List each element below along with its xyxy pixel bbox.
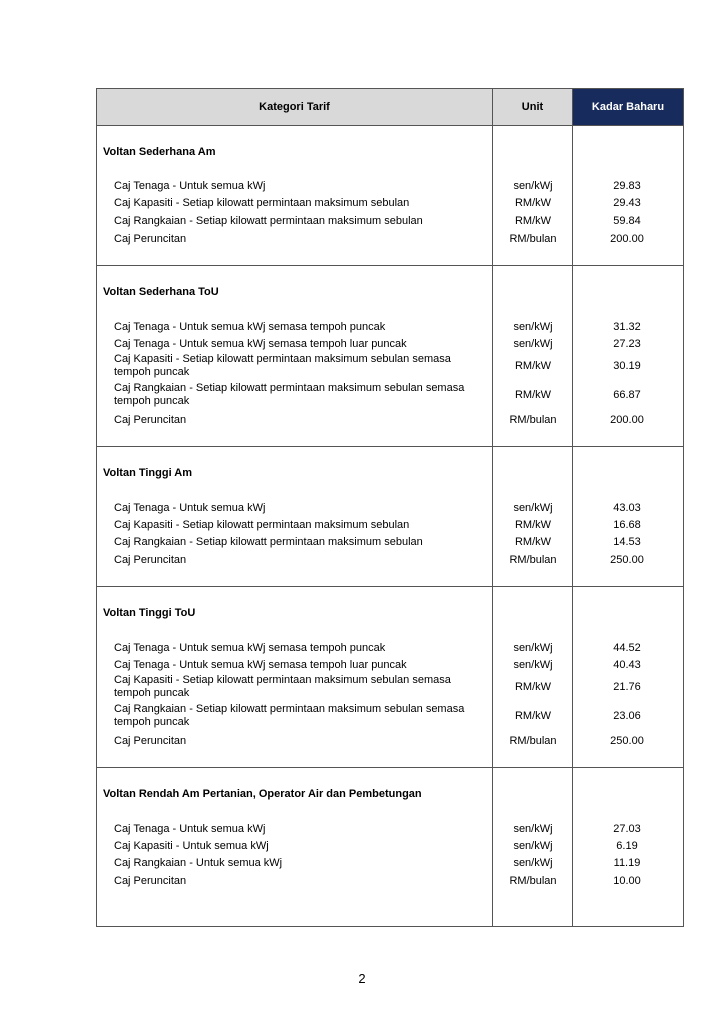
- row-description: Caj Tenaga - Untuk semua kWj semasa tempoh luar puncak: [114, 659, 407, 671]
- header-divider: [97, 125, 683, 126]
- row-unit: RM/kW: [514, 536, 552, 548]
- row-description: Caj Tenaga - Untuk semua kWj: [114, 502, 266, 514]
- row-unit: sen/kWj: [513, 857, 553, 869]
- header-rate: Kadar Baharu: [573, 89, 683, 125]
- row-rate: 43.03: [613, 502, 641, 514]
- row-description: Caj Kapasiti - Setiap kilowatt permintaan maksimum sebulan semasa tempoh puncak: [114, 353, 451, 378]
- header-category: Kategori Tarif: [97, 89, 492, 125]
- row-unit: RM/kW: [514, 519, 552, 531]
- row-description: Caj Peruncitan: [114, 875, 187, 887]
- section-divider: [97, 586, 683, 587]
- row-rate: 250.00: [610, 554, 644, 566]
- row-unit: RM/kW: [514, 710, 552, 722]
- row-unit: RM/bulan: [509, 233, 557, 245]
- row-rate: 27.23: [613, 338, 641, 350]
- row-unit: RM/kW: [514, 681, 552, 693]
- row-description: Caj Peruncitan: [114, 233, 187, 245]
- row-unit: sen/kWj: [513, 642, 553, 654]
- row-unit: sen/kWj: [513, 502, 553, 514]
- row-unit: RM/bulan: [509, 735, 557, 747]
- row-description: Caj Peruncitan: [114, 414, 187, 426]
- section-divider: [97, 446, 683, 447]
- row-unit: RM/kW: [514, 360, 552, 372]
- row-unit: sen/kWj: [513, 659, 553, 671]
- row-description: Caj Rangkaian - Setiap kilowatt permintaan maksimum sebulan semasa tempoh puncak: [114, 703, 465, 728]
- row-rate: 29.43: [613, 197, 641, 209]
- section-title: Voltan Sederhana Am: [103, 146, 216, 158]
- row-rate: 6.19: [616, 840, 638, 852]
- row-unit: RM/kW: [514, 197, 552, 209]
- row-description: Caj Rangkaian - Setiap kilowatt permintaan maksimum sebulan: [114, 536, 423, 548]
- row-rate: 44.52: [613, 642, 641, 654]
- row-rate: 250.00: [610, 735, 644, 747]
- row-description: Caj Peruncitan: [114, 554, 187, 566]
- row-unit: RM/bulan: [509, 554, 557, 566]
- row-rate: 27.03: [613, 823, 641, 835]
- row-unit: RM/bulan: [509, 875, 557, 887]
- row-description: Caj Rangkaian - Setiap kilowatt permintaan maksimum sebulan semasa tempoh puncak: [114, 382, 465, 407]
- row-rate: 16.68: [613, 519, 641, 531]
- row-rate: 200.00: [610, 414, 644, 426]
- row-description: Caj Tenaga - Untuk semua kWj semasa tempoh puncak: [114, 642, 386, 654]
- tariff-table: [96, 88, 684, 927]
- row-description: Caj Kapasiti - Setiap kilowatt permintaan maksimum sebulan: [114, 197, 410, 209]
- page-number: 2: [358, 971, 366, 986]
- row-unit: sen/kWj: [513, 180, 553, 192]
- row-rate: 14.53: [613, 536, 641, 548]
- row-rate: 30.19: [613, 360, 641, 372]
- row-description: Caj Peruncitan: [114, 735, 187, 747]
- row-description: Caj Kapasiti - Setiap kilowatt permintaan maksimum sebulan: [114, 519, 410, 531]
- row-description: Caj Tenaga - Untuk semua kWj semasa tempoh luar puncak: [114, 338, 407, 350]
- row-rate: 21.76: [613, 681, 641, 693]
- row-rate: 200.00: [610, 233, 644, 245]
- row-description: Caj Tenaga - Untuk semua kWj: [114, 823, 266, 835]
- row-rate: 23.06: [613, 710, 641, 722]
- row-description: Caj Kapasiti - Untuk semua kWj: [114, 840, 269, 852]
- row-description: Caj Tenaga - Untuk semua kWj semasa tempoh puncak: [114, 321, 386, 333]
- row-rate: 59.84: [613, 215, 641, 227]
- row-unit: sen/kWj: [513, 823, 553, 835]
- row-rate: 66.87: [613, 389, 641, 401]
- section-title: Voltan Rendah Am Pertanian, Operator Air dan Pembetungan: [103, 788, 422, 800]
- row-description: Caj Kapasiti - Setiap kilowatt permintaan maksimum sebulan semasa tempoh puncak: [114, 674, 451, 699]
- section-divider: [97, 767, 683, 768]
- row-unit: RM/kW: [514, 389, 552, 401]
- row-rate: 29.83: [613, 180, 641, 192]
- header-unit: Unit: [493, 89, 572, 125]
- row-description: Caj Tenaga - Untuk semua kWj: [114, 180, 266, 192]
- row-unit: sen/kWj: [513, 338, 553, 350]
- row-rate: 40.43: [613, 659, 641, 671]
- section-divider: [97, 265, 683, 266]
- section-title: Voltan Sederhana ToU: [103, 286, 219, 298]
- row-unit: sen/kWj: [513, 321, 553, 333]
- section-title: Voltan Tinggi Am: [103, 467, 193, 479]
- row-unit: sen/kWj: [513, 840, 553, 852]
- row-unit: RM/kW: [514, 215, 552, 227]
- row-unit: RM/bulan: [509, 414, 557, 426]
- row-description: Caj Rangkaian - Setiap kilowatt permintaan maksimum sebulan: [114, 215, 423, 227]
- row-rate: 10.00: [613, 875, 641, 887]
- row-rate: 11.19: [613, 857, 641, 869]
- row-rate: 31.32: [613, 321, 641, 333]
- section-title: Voltan Tinggi ToU: [103, 607, 196, 619]
- row-description: Caj Rangkaian - Untuk semua kWj: [114, 857, 283, 869]
